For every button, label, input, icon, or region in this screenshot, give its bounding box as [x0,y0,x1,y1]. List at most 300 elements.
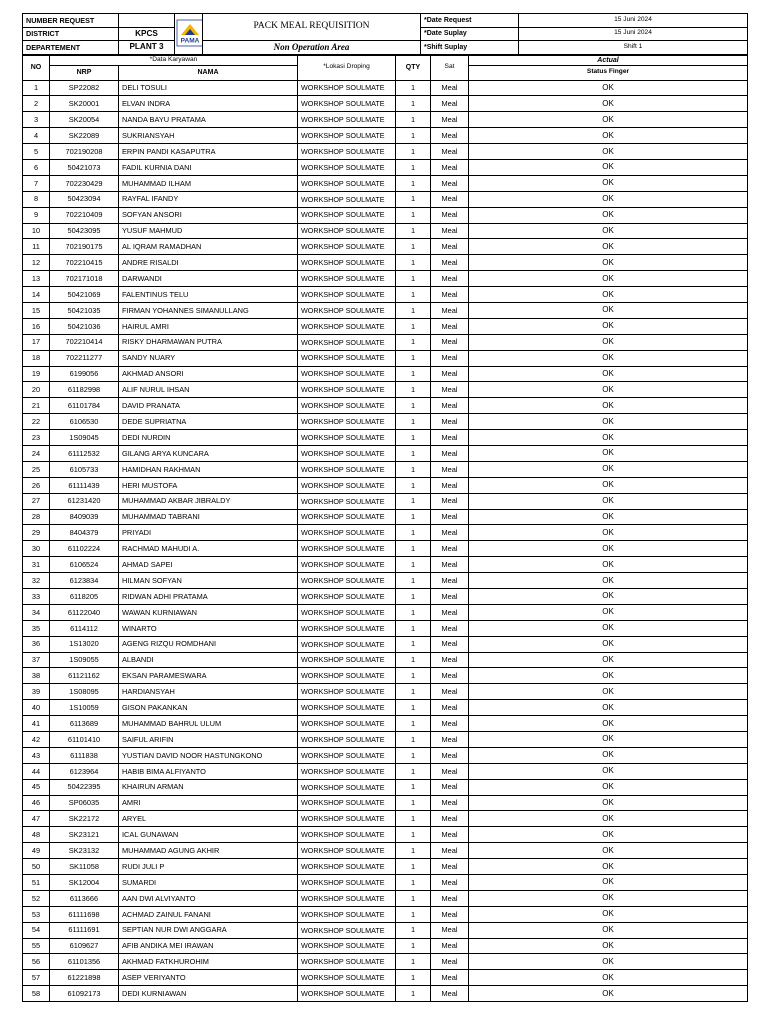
row-number: 31 [23,557,50,573]
qty-cell: 1 [396,191,431,207]
table-row [23,922,748,938]
lokasi-cell: WORKSHOP SOULMATE [298,144,396,160]
table-row [23,954,748,970]
qty-cell: 1 [396,287,431,303]
status-finger-cell: OK [469,954,748,970]
table-row [23,382,748,398]
row-number: 45 [23,779,50,795]
qty-cell: 1 [396,430,431,446]
sat-cell: Meal [431,175,469,191]
qty-cell: 1 [396,684,431,700]
nama-cell: AHMAD SAPEI [119,557,298,573]
status-finger-cell: OK [469,239,748,255]
lokasi-cell: WORKSHOP SOULMATE [298,287,396,303]
status-finger-cell: OK [469,159,748,175]
table-row [23,287,748,303]
sat-cell: Meal [431,795,469,811]
lokasi-cell: WORKSHOP SOULMATE [298,461,396,477]
status-finger-cell: OK [469,922,748,938]
lokasi-cell: WORKSHOP SOULMATE [298,890,396,906]
row-number: 18 [23,350,50,366]
status-finger-cell: OK [469,461,748,477]
row-number: 55 [23,938,50,954]
nama-cell: ACHMAD ZAINUL FANANI [119,906,298,922]
nrp-cell: SK12004 [50,875,119,891]
nrp-cell: 6114112 [50,620,119,636]
status-finger-cell: OK [469,144,748,160]
qty-cell: 1 [396,732,431,748]
lokasi-cell: WORKSHOP SOULMATE [298,779,396,795]
nrp-cell: 50421035 [50,302,119,318]
nrp-cell: 1S09045 [50,430,119,446]
row-number: 29 [23,525,50,541]
nrp-cell: 6113689 [50,716,119,732]
sat-cell: Meal [431,461,469,477]
nrp-cell: SK20001 [50,96,119,112]
qty-cell: 1 [396,175,431,191]
nama-cell: ANDRE RISALDI [119,255,298,271]
row-number: 33 [23,589,50,605]
status-finger-cell: OK [469,684,748,700]
data-karyawan-header [50,55,298,65]
nama-cell: AKHMAD FATKHUROHIM [119,954,298,970]
nama-cell: RACHMAD MAHUDI A. [119,541,298,557]
row-number: 11 [23,239,50,255]
nama-cell: AMRI [119,795,298,811]
row-number: 2 [23,96,50,112]
nrp-cell: SK20054 [50,112,119,128]
row-number: 44 [23,763,50,779]
row-number: 51 [23,875,50,891]
qty-cell: 1 [396,461,431,477]
table-row [23,684,748,700]
sat-cell: Meal [431,970,469,986]
lokasi-cell: WORKSHOP SOULMATE [298,207,396,223]
table-row [23,970,748,986]
nrp-cell: 50423095 [50,223,119,239]
row-number: 26 [23,477,50,493]
nama-cell: ALBANDI [119,652,298,668]
sat-cell: Meal [431,875,469,891]
lokasi-cell: WORKSHOP SOULMATE [298,604,396,620]
nrp-cell: 702210409 [50,207,119,223]
nrp-cell: 61231420 [50,493,119,509]
lokasi-cell: WORKSHOP SOULMATE [298,430,396,446]
qty-cell: 1 [396,811,431,827]
sat-cell: Meal [431,716,469,732]
number-request-label: NUMBER REQUEST [23,14,119,28]
qty-cell: 1 [396,80,431,96]
qty-cell: 1 [396,414,431,430]
lokasi-cell: WORKSHOP SOULMATE [298,445,396,461]
row-number: 9 [23,207,50,223]
nrp-cell: SP22082 [50,80,119,96]
logo-text: PAMA [180,37,200,45]
nama-cell: GISON PAKANKAN [119,700,298,716]
row-number: 38 [23,668,50,684]
logo-cell [175,14,203,55]
lokasi-cell: WORKSHOP SOULMATE [298,986,396,1002]
table-row [23,557,748,573]
table-row [23,493,748,509]
sat-cell: Meal [431,430,469,446]
table-row [23,366,748,382]
nrp-cell: 50422395 [50,779,119,795]
pama-logo-icon [175,18,203,48]
status-finger-cell: OK [469,557,748,573]
status-finger-cell: OK [469,477,748,493]
sat-cell: Meal [431,302,469,318]
lokasi-cell: WORKSHOP SOULMATE [298,80,396,96]
lokasi-cell: WORKSHOP SOULMATE [298,573,396,589]
qty-cell: 1 [396,716,431,732]
nama-cell: KHAIRUN ARMAN [119,779,298,795]
lokasi-cell: WORKSHOP SOULMATE [298,159,396,175]
nrp-cell: 702210414 [50,334,119,350]
qty-cell: 1 [396,541,431,557]
sat-cell: Meal [431,652,469,668]
qty-cell: 1 [396,96,431,112]
nama-cell: SAIFUL ARIFIN [119,732,298,748]
status-finger-cell: OK [469,573,748,589]
status-finger-cell: OK [469,509,748,525]
lokasi-cell: WORKSHOP SOULMATE [298,747,396,763]
sat-cell: Meal [431,414,469,430]
date-supply-value: 15 Juni 2024 [519,27,748,41]
nama-cell: MUHAMMAD AKBAR JIBRALDY [119,493,298,509]
nama-cell: NANDA BAYU PRATAMA [119,112,298,128]
nrp-cell: SK23121 [50,827,119,843]
status-finger-cell: OK [469,525,748,541]
status-finger-cell: OK [469,255,748,271]
lokasi-cell: WORKSHOP SOULMATE [298,970,396,986]
row-number: 7 [23,175,50,191]
nrp-cell: 6111838 [50,747,119,763]
status-finger-cell: OK [469,859,748,875]
lokasi-cell: WORKSHOP SOULMATE [298,684,396,700]
nama-cell: SANDY NUARY [119,350,298,366]
table-row [23,175,748,191]
table-row [23,302,748,318]
lokasi-cell: WORKSHOP SOULMATE [298,366,396,382]
row-number: 34 [23,604,50,620]
row-number: 3 [23,112,50,128]
nrp-cell: 6199056 [50,366,119,382]
qty-cell: 1 [396,589,431,605]
table-row [23,191,748,207]
lokasi-cell: WORKSHOP SOULMATE [298,811,396,827]
row-number: 48 [23,827,50,843]
qty-cell: 1 [396,318,431,334]
col-status-header: Status Finger [469,65,748,80]
nrp-cell: 8409039 [50,509,119,525]
qty-cell: 1 [396,922,431,938]
qty-cell: 1 [396,573,431,589]
row-number: 35 [23,620,50,636]
sat-cell: Meal [431,954,469,970]
nrp-cell: 61221898 [50,970,119,986]
nama-cell: MUHAMMAD ILHAM [119,175,298,191]
lokasi-cell: WORKSHOP SOULMATE [298,843,396,859]
status-finger-cell: OK [469,652,748,668]
table-row [23,811,748,827]
meal-table [22,55,748,1003]
lokasi-cell: WORKSHOP SOULMATE [298,827,396,843]
row-number: 25 [23,461,50,477]
qty-cell: 1 [396,144,431,160]
sat-cell: Meal [431,906,469,922]
status-finger-cell: OK [469,620,748,636]
table-row [23,159,748,175]
lokasi-cell: WORKSHOP SOULMATE [298,239,396,255]
row-number: 41 [23,716,50,732]
row-number: 15 [23,302,50,318]
qty-cell: 1 [396,366,431,382]
table-row [23,414,748,430]
table-row [23,207,748,223]
table-row [23,843,748,859]
nrp-cell: 6106524 [50,557,119,573]
status-finger-cell: OK [469,414,748,430]
table-row [23,144,748,160]
table-body [23,80,748,1002]
row-number: 58 [23,986,50,1002]
row-number: 43 [23,747,50,763]
row-number: 42 [23,732,50,748]
status-finger-cell: OK [469,604,748,620]
nama-cell: AL IQRAM RAMADHAN [119,239,298,255]
qty-cell: 1 [396,970,431,986]
table-row [23,875,748,891]
department-value: PLANT 3 [119,41,175,55]
sat-cell: Meal [431,922,469,938]
sat-cell: Meal [431,859,469,875]
data-karyawan-label: *Data Karyawan [149,55,198,63]
status-finger-cell: OK [469,175,748,191]
qty-cell: 1 [396,763,431,779]
table-row [23,763,748,779]
nama-cell: WINARTO [119,620,298,636]
sat-cell: Meal [431,620,469,636]
qty-cell: 1 [396,700,431,716]
table-row [23,223,748,239]
sat-cell: Meal [431,684,469,700]
status-finger-cell: OK [469,827,748,843]
sat-cell: Meal [431,366,469,382]
row-number: 54 [23,922,50,938]
status-finger-cell: OK [469,970,748,986]
nama-cell: MUHAMMAD AGUNG AKHIR [119,843,298,859]
lokasi-cell: WORKSHOP SOULMATE [298,668,396,684]
number-request-value [119,14,175,28]
nrp-cell: 702190175 [50,239,119,255]
lokasi-cell: WORKSHOP SOULMATE [298,112,396,128]
sat-cell: Meal [431,763,469,779]
nrp-cell: 702190208 [50,144,119,160]
status-finger-cell: OK [469,128,748,144]
lokasi-cell: WORKSHOP SOULMATE [298,954,396,970]
status-finger-cell: OK [469,302,748,318]
nrp-cell: 6105733 [50,461,119,477]
sat-cell: Meal [431,96,469,112]
table-row [23,604,748,620]
qty-cell: 1 [396,779,431,795]
sat-cell: Meal [431,382,469,398]
lokasi-cell: WORKSHOP SOULMATE [298,716,396,732]
status-finger-cell: OK [469,223,748,239]
status-finger-cell: OK [469,430,748,446]
lokasi-cell: WORKSHOP SOULMATE [298,175,396,191]
status-finger-cell: OK [469,191,748,207]
row-number: 50 [23,859,50,875]
lokasi-cell: WORKSHOP SOULMATE [298,732,396,748]
qty-cell: 1 [396,875,431,891]
sat-cell: Meal [431,668,469,684]
nrp-cell: 8404379 [50,525,119,541]
lokasi-cell: WORKSHOP SOULMATE [298,302,396,318]
table-row [23,589,748,605]
status-finger-cell: OK [469,938,748,954]
sat-cell: Meal [431,159,469,175]
nama-cell: FADIL KURNIA DANI [119,159,298,175]
row-number: 8 [23,191,50,207]
table-row [23,986,748,1002]
qty-cell: 1 [396,620,431,636]
status-finger-cell: OK [469,350,748,366]
qty-cell: 1 [396,747,431,763]
lokasi-cell: WORKSHOP SOULMATE [298,271,396,287]
nama-cell: ELVAN INDRA [119,96,298,112]
row-number: 5 [23,144,50,160]
qty-cell: 1 [396,668,431,684]
nrp-cell: 1S13020 [50,636,119,652]
status-finger-cell: OK [469,112,748,128]
row-number: 21 [23,398,50,414]
table-row [23,334,748,350]
sat-cell: Meal [431,732,469,748]
row-number: 17 [23,334,50,350]
nrp-cell: 61122040 [50,604,119,620]
qty-cell: 1 [396,493,431,509]
qty-cell: 1 [396,255,431,271]
table-row [23,271,748,287]
status-finger-cell: OK [469,668,748,684]
nrp-cell: 1S09055 [50,652,119,668]
lokasi-cell: WORKSHOP SOULMATE [298,589,396,605]
lokasi-cell: WORKSHOP SOULMATE [298,96,396,112]
qty-cell: 1 [396,398,431,414]
lokasi-cell: WORKSHOP SOULMATE [298,255,396,271]
qty-cell: 1 [396,525,431,541]
nama-cell: FIRMAN YOHANNES SIMANULLANG [119,302,298,318]
qty-cell: 1 [396,843,431,859]
nrp-cell: 50421073 [50,159,119,175]
district-label: DISTRICT [23,27,119,41]
qty-cell: 1 [396,477,431,493]
sat-cell: Meal [431,398,469,414]
lokasi-cell: WORKSHOP SOULMATE [298,795,396,811]
status-finger-cell: OK [469,398,748,414]
table-row [23,890,748,906]
lokasi-cell: WORKSHOP SOULMATE [298,620,396,636]
table-row [23,827,748,843]
nama-cell: AAN DWI ALVIYANTO [119,890,298,906]
sat-cell: Meal [431,986,469,1002]
nama-cell: HILMAN SOFYAN [119,573,298,589]
table-row [23,779,748,795]
sat-cell: Meal [431,477,469,493]
lokasi-cell: WORKSHOP SOULMATE [298,652,396,668]
lokasi-cell: WORKSHOP SOULMATE [298,191,396,207]
status-finger-cell: OK [469,890,748,906]
nama-cell: AFIB ANDIKA MEI IRAWAN [119,938,298,954]
table-row [23,112,748,128]
qty-cell: 1 [396,112,431,128]
lokasi-cell: WORKSHOP SOULMATE [298,922,396,938]
table-row [23,573,748,589]
status-finger-cell: OK [469,382,748,398]
lokasi-cell: WORKSHOP SOULMATE [298,128,396,144]
nrp-cell: 61102224 [50,541,119,557]
table-row [23,96,748,112]
table-row [23,398,748,414]
status-finger-cell: OK [469,445,748,461]
nrp-cell: 6109627 [50,938,119,954]
nrp-cell: SK22172 [50,811,119,827]
row-number: 28 [23,509,50,525]
sat-cell: Meal [431,573,469,589]
lokasi-cell: WORKSHOP SOULMATE [298,636,396,652]
qty-cell: 1 [396,350,431,366]
nama-cell: RISKY DHARMAWAN PUTRA [119,334,298,350]
department-label: DEPARTEMENT [23,41,119,55]
lokasi-cell: WORKSHOP SOULMATE [298,700,396,716]
table-row [23,938,748,954]
status-finger-cell: OK [469,366,748,382]
nrp-cell: 61112532 [50,445,119,461]
status-finger-cell: OK [469,716,748,732]
nama-cell: YUSTIAN DAVID NOOR HASTUNGKONO [119,747,298,763]
table-row [23,445,748,461]
status-finger-cell: OK [469,986,748,1002]
nama-cell: HARDIANSYAH [119,684,298,700]
status-finger-cell: OK [469,732,748,748]
row-number: 49 [23,843,50,859]
nama-cell: DEDI NURDIN [119,430,298,446]
table-row [23,255,748,271]
nama-cell: DARWANDI [119,271,298,287]
qty-cell: 1 [396,334,431,350]
nrp-cell: 6123964 [50,763,119,779]
table-row [23,477,748,493]
table-row [23,668,748,684]
row-number: 12 [23,255,50,271]
nama-cell: MUHAMMAD TABRANI [119,509,298,525]
nama-cell: AKHMAD ANSORI [119,366,298,382]
header-table [22,13,748,55]
table-row [23,128,748,144]
nrp-cell: 702230429 [50,175,119,191]
table-row [23,795,748,811]
qty-cell: 1 [396,445,431,461]
col-actual-header: Actual [469,55,748,65]
nama-cell: ARYEL [119,811,298,827]
sat-cell: Meal [431,589,469,605]
status-finger-cell: OK [469,795,748,811]
sat-cell: Meal [431,112,469,128]
row-number: 14 [23,287,50,303]
row-number: 24 [23,445,50,461]
